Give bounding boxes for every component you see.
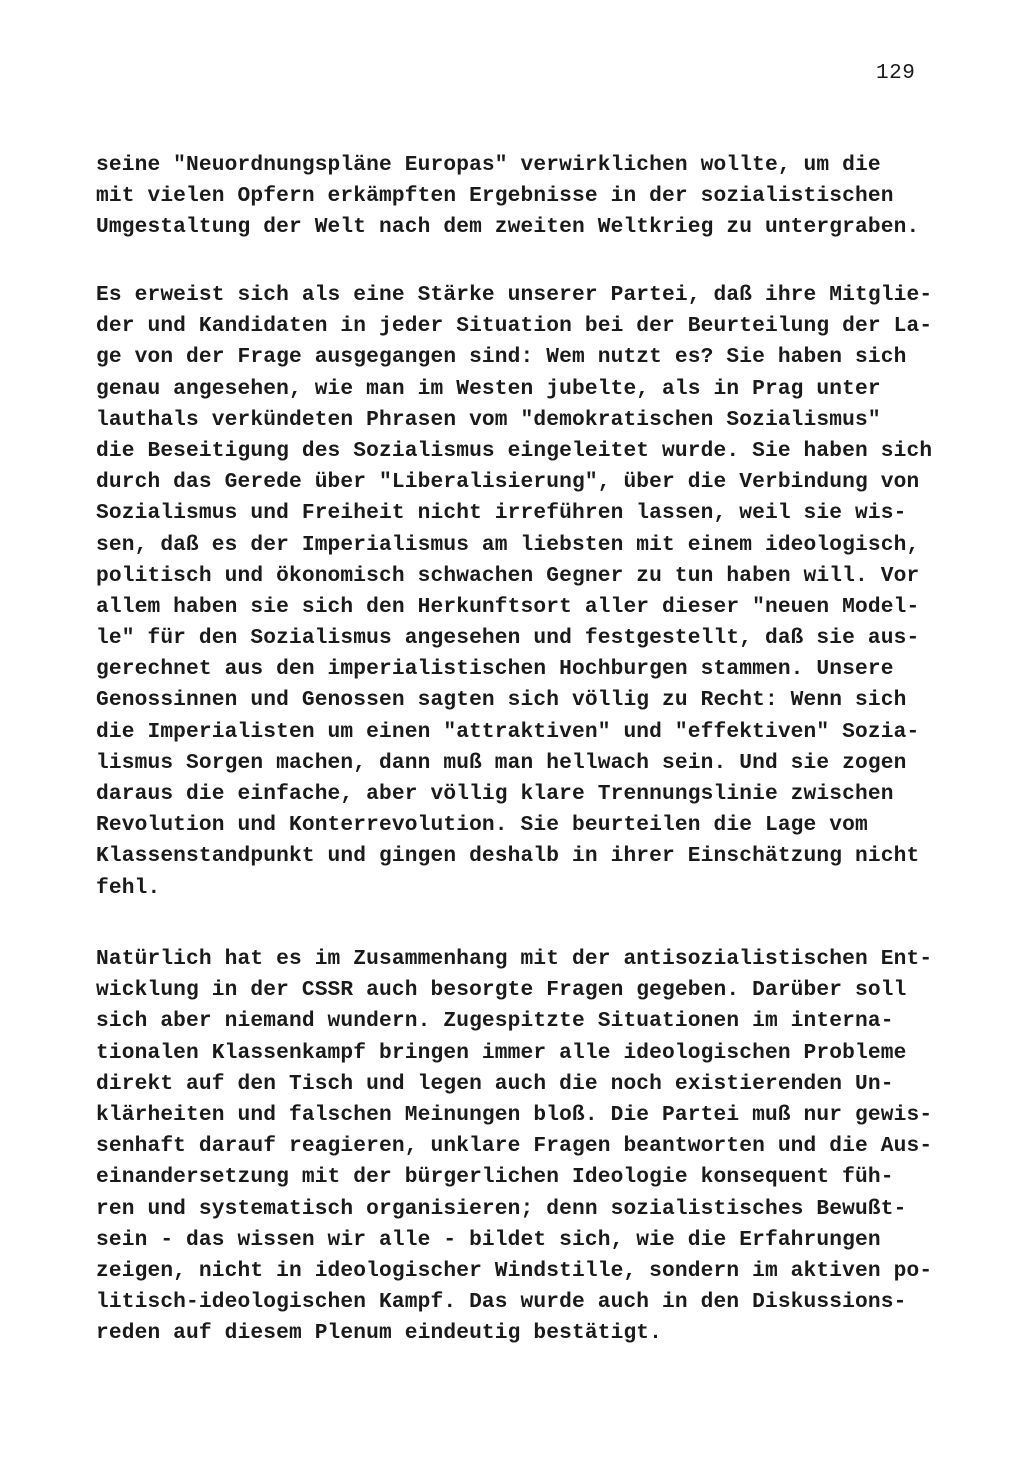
- text-line: die Beseitigung des Sozialismus eingeleitet wurde. Sie haben sich: [96, 438, 933, 463]
- text-line: reden auf diesem Plenum eindeutig bestätigt.: [96, 1321, 663, 1346]
- text-line: Genossinnen und Genossen sagten sich völlig zu Recht: Wenn sich: [96, 688, 907, 713]
- text-line: allem haben sie sich den Herkunftsort aller dieser "neuen Model-: [96, 594, 920, 619]
- text-line: die Imperialisten um einen "attraktiven" und "effektiven" Sozia-: [96, 719, 920, 744]
- text-line: Klassenstandpunkt und gingen deshalb in ihrer Einschätzung nicht: [96, 844, 920, 869]
- text-line: wicklung in der CSSR auch besorgte Fragen gegeben. Darüber soll: [96, 978, 907, 1003]
- text-line: Es erweist sich als eine Stärke unserer Partei, daß ihre Mitglie-: [96, 283, 933, 307]
- text-line: klärheiten und falschen Meinungen bloß. Die Partei muß nur gewis-: [96, 1102, 933, 1127]
- text-line: ge von der Frage ausgegangen sind: Wem nutzt es? Sie haben sich: [96, 345, 907, 370]
- text-line: direkt auf den Tisch und legen auch die noch existierenden Un-: [96, 1071, 894, 1096]
- text-line: lismus Sorgen machen, dann muß man hellwach sein. Und sie zogen: [96, 750, 907, 775]
- text-line: einandersetzung mit der bürgerlichen Ideologie konsequent füh-: [96, 1165, 894, 1190]
- text-line: tionalen Klassenkampf bringen immer alle ideologischen Probleme: [96, 1040, 907, 1065]
- paragraph-3: [96, 944, 946, 1349]
- text-line: gerechnet aus den imperialistischen Hochburgen stammen. Unsere: [96, 657, 894, 682]
- text-line: sen, daß es der Imperialismus am liebsten mit einem ideologisch,: [96, 532, 920, 557]
- text-line: politisch und ökonomisch schwachen Gegner zu tun haben will. Vor: [96, 563, 920, 588]
- text-line: genau angesehen, wie man im Westen jubelte, als in Prag unter: [96, 376, 881, 401]
- text-line: ren und systematisch organisieren; denn sozialistisches Bewußt-: [96, 1196, 907, 1221]
- text-line: Sozialismus und Freiheit nicht irreführen lassen, weil sie wis-: [96, 501, 907, 526]
- text-line: mit vielen Opfern erkämpften Ergebnisse in der sozialistischen: [96, 184, 894, 209]
- text-line: sich aber niemand wundern. Zugespitzte Situationen im interna-: [96, 1009, 894, 1034]
- text-line: senhaft darauf reagieren, unklare Fragen beantworten und die Aus-: [96, 1134, 933, 1159]
- text-line: durch das Gerede über "Liberalisierung", über die Verbindung von: [96, 470, 920, 495]
- text-line: Natürlich hat es im Zusammenhang mit der antisozialistischen Ent-: [96, 947, 933, 971]
- text-line: zeigen, nicht in ideologischer Windstille, sondern im aktiven po-: [96, 1258, 933, 1283]
- text-line: der und Kandidaten in jeder Situation bei der Beurteilung der La-: [96, 314, 933, 339]
- page-number: 129: [876, 62, 916, 85]
- text-line: litisch-ideologischen Kampf. Das wurde auch in den Diskussions-: [96, 1290, 907, 1315]
- paragraph-2: [96, 280, 946, 904]
- text-line: Umgestaltung der Welt nach dem zweiten Weltkrieg zu untergraben.: [96, 215, 920, 240]
- text-line: sein - das wissen wir alle - bildet sich, wie die Erfahrungen: [96, 1227, 881, 1252]
- text-line: seine "Neuordnungspläne Europas" verwirklichen wollte, um die: [96, 153, 881, 177]
- text-line: le" für den Sozialismus angesehen und festgestellt, daß sie aus-: [96, 626, 920, 651]
- text-line: lauthals verkündeten Phrasen vom "demokratischen Sozialismus": [96, 407, 881, 432]
- paragraph-1: [96, 150, 946, 244]
- text-line: fehl.: [96, 875, 161, 900]
- text-line: Revolution und Konterrevolution. Sie beurteilen die Lage vom: [96, 813, 868, 838]
- text-line: daraus die einfache, aber völlig klare Trennungslinie zwischen: [96, 782, 894, 806]
